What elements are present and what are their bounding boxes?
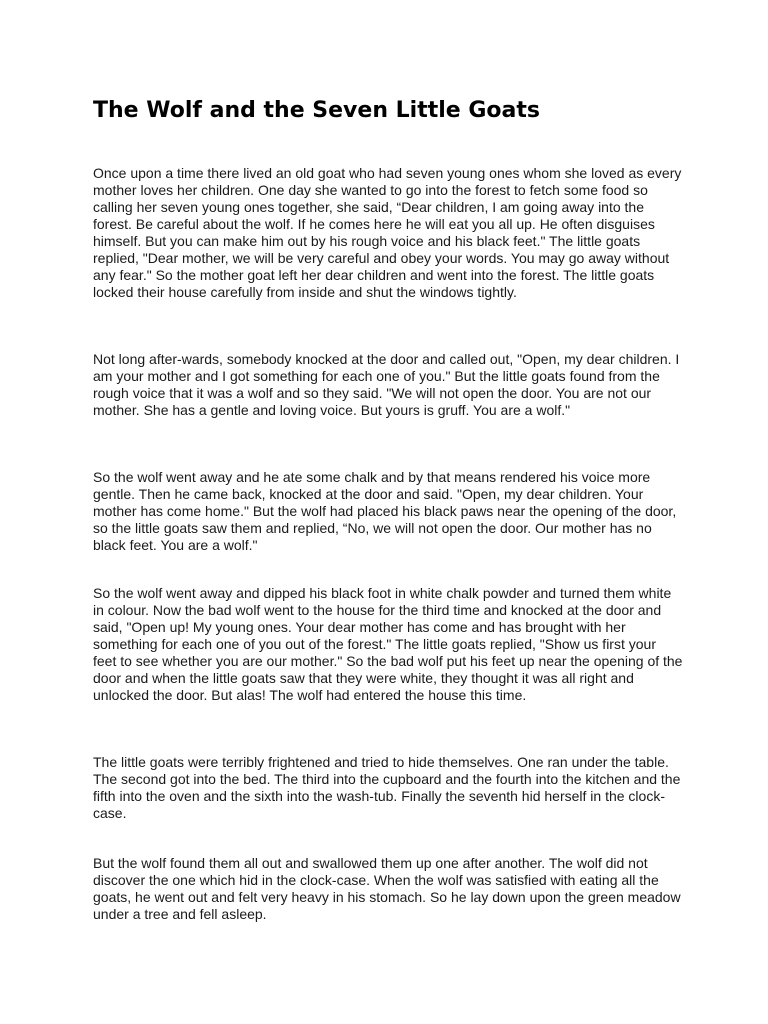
story-paragraph-5: The little goats were terribly frightened and tried to hide themselves. One ran under the table. The second got into the bed. The third into the cupboard and the fourth into the kitchen and the fifth into the oven and the sixth into the wash-tub. Finally the seventh hid herself in the clock-case. xyxy=(93,754,681,821)
story-paragraph-6: But the wolf found them all out and swallowed them up one after another. The wolf did not discover the one which hid in the clock-case. When the wolf was satisfied with eating all the goats, he went out and felt very heavy in his stomach. So he lay down upon the green meadow under a tree and fell asleep. xyxy=(93,855,681,922)
story-paragraph-1: Once upon a time there lived an old goat who had seven young ones whom she loved as every mother loves her children. One day she wanted to go into the forest to fetch some food so calling her seven young ones together, she said, “Dear children, I am going away into the forest. Be careful about the wolf. If he comes here he will eat you all up. He often disguises himself. But you can make him out by his rough voice and his black feet." The little goats replied, "Dear mother, we will be very careful and obey your words. You may go away without any fear." So the mother goat left her dear children and went into the forest. The little goats locked their house carefully from inside and shut the windows tightly. xyxy=(93,165,682,300)
story-paragraph-4: So the wolf went away and dipped his black foot in white chalk powder and turned them white in colour. Now the bad wolf went to the house for the third time and knocked at the door and said, "Open up! My young ones. Your dear mother has come and has brought with her something for each one of you out of the forest." The little goats replied, "Show us first your feet to see whether you are our mother." So the bad wolf put his feet up near the opening of the door and when the little goats saw that they were white, they thought it was all right and unlocked the door. But alas! The wolf had entered the house this time. xyxy=(93,585,683,703)
story-paragraph-3: So the wolf went away and he ate some chalk and by that means rendered his voice more gentle. Then he came back, knocked at the door and said. "Open, my dear children. Your mother has come home." But the wolf had placed his black paws near the opening of the door, so the little goats saw them and replied, “No, we will not open the door. Our mother has no black feet. You are a wolf." xyxy=(93,469,677,553)
story-paragraph-2: Not long after-wards, somebody knocked at the door and called out, "Open, my dear children. I am your mother and I got something for each one of you." But the little goats found from the rough voice that it was a wolf and so they said. "We will not open the door. You are not our mother. She has a gentle and loving voice. But yours is gruff. You are a wolf." xyxy=(93,351,680,418)
document-title: The Wolf and the Seven Little Goats xyxy=(93,98,540,123)
